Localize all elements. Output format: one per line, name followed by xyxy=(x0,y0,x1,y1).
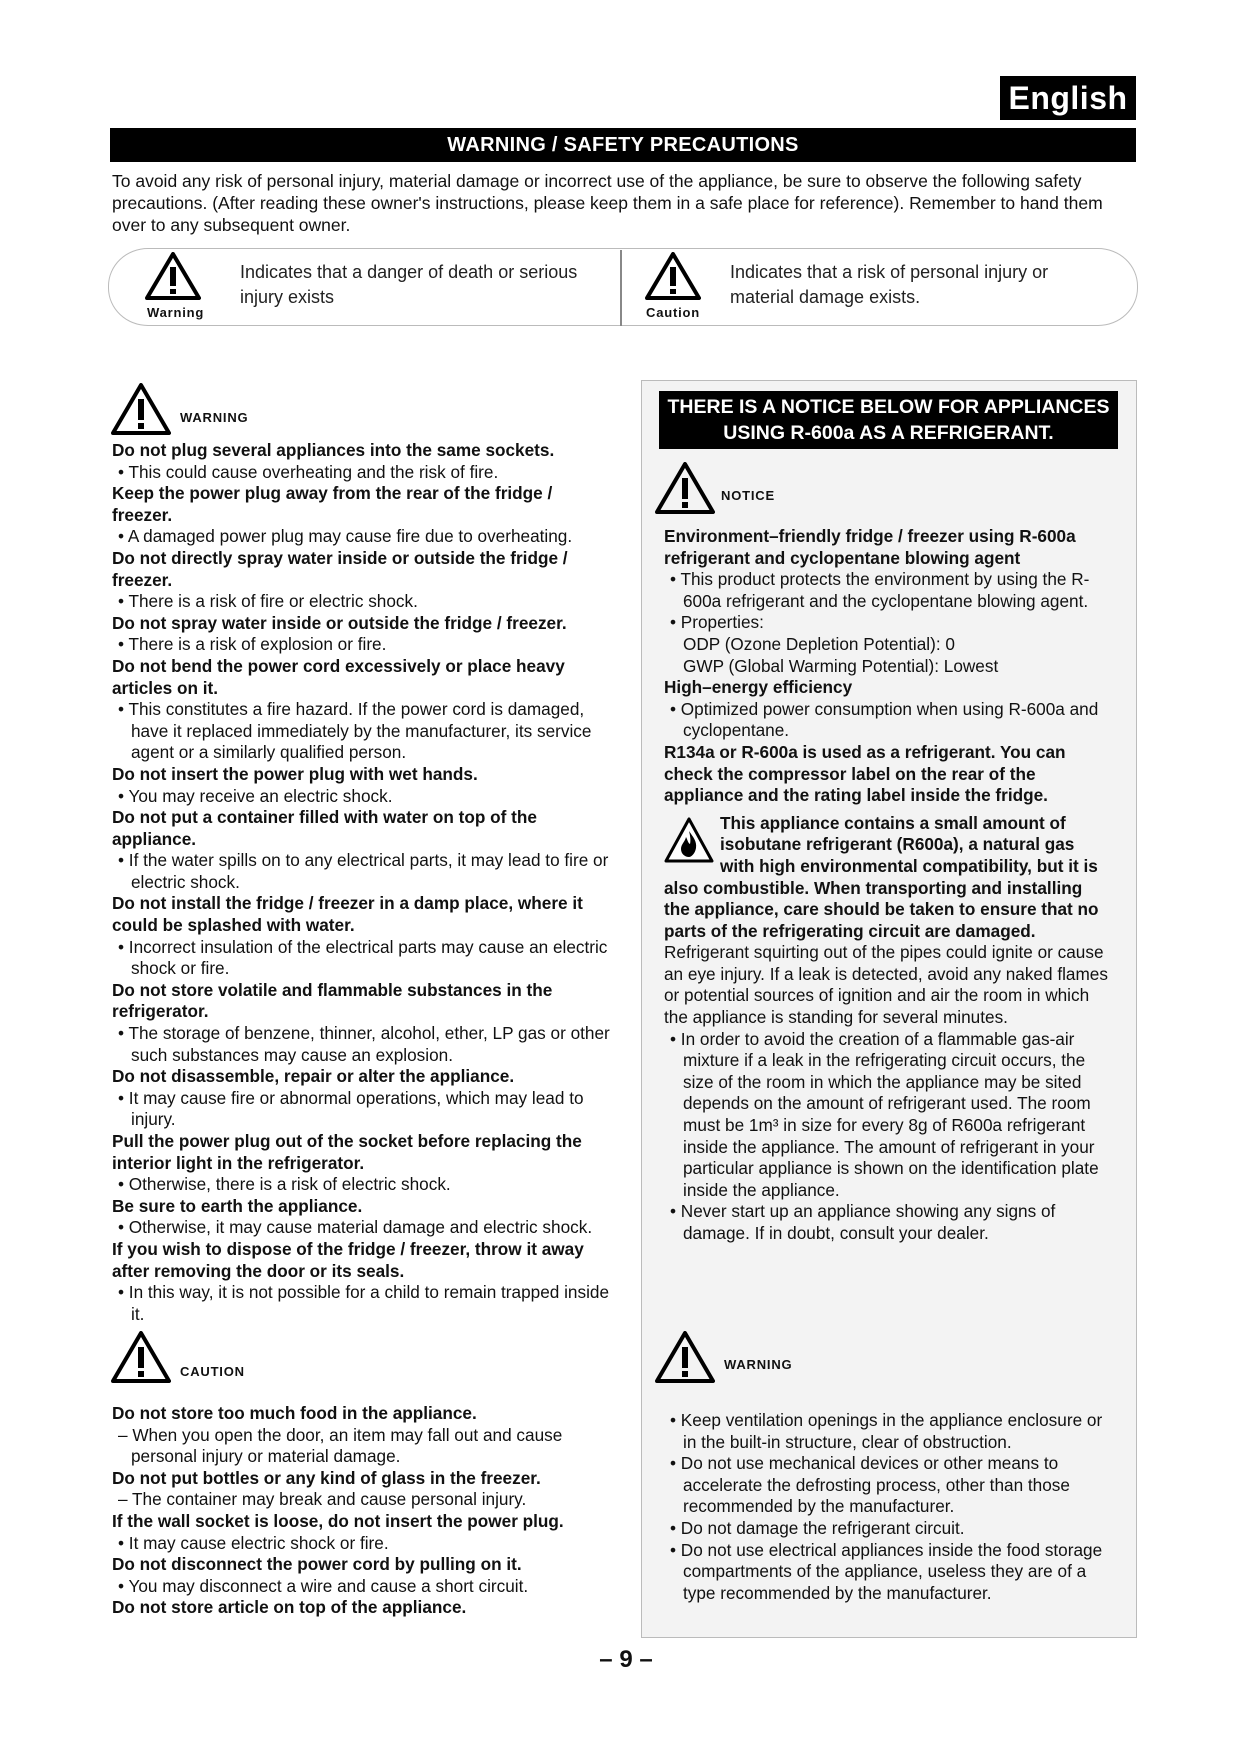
flammable-text: Refrigerant squirting out of the pipes could ignite or cause an eye injury. If a leak is detected, avoid any naked flames or potential sources of ignition and air the room in which the appliance is standing for several minutes. xyxy=(664,942,1108,1028)
legend-caution-label: Caution xyxy=(646,305,700,320)
flammable-block xyxy=(664,813,1112,943)
list-item xyxy=(112,1403,612,1468)
left-caution-list xyxy=(112,1403,612,1619)
list-item xyxy=(112,1511,612,1554)
left-warning-list xyxy=(112,440,612,1325)
list-item xyxy=(112,548,612,613)
list-item xyxy=(112,1196,612,1239)
item-text: • If the water spills on to any electrical parts, it may lead to fire or electric shock. xyxy=(118,850,609,892)
damage-bullet: • Never start up an appliance showing any signs of damage. If in doubt, consult your dealer. xyxy=(670,1201,1056,1243)
efficiency-bullet: • Optimized power consumption when using R-600a and cyclopentane. xyxy=(670,698,1099,741)
list-item xyxy=(112,1131,612,1196)
intro-paragraph: To avoid any risk of personal injury, material damage or incorrect use of the appliance, be sure to observe the following safety precautions. (After reading these owner's instructions, please keep them in a safe place for reference). Remember to hand them over to any subsequent owner. xyxy=(112,171,1103,235)
notice-icon xyxy=(655,462,715,514)
caution-icon xyxy=(111,1331,171,1383)
item-heading: If the wall socket is loose, do not insert the power plug. xyxy=(112,1510,564,1531)
flammable-heading: This appliance contains a small amount of isobutane refrigerant (R600a), a natural gas with high environmental compatibility, but it is also combustible. When transporting and installing the appliance, care should be taken to ensure that no parts of the refrigerating circuit are damaged. xyxy=(664,812,1099,941)
list-item: • Do not damage the refrigerant circuit. xyxy=(670,1517,965,1538)
item-heading: If you wish to dispose of the fridge / freezer, throw it away after removing the door or its seals. xyxy=(112,1238,584,1281)
list-item xyxy=(112,764,612,807)
section-title: WARNING / SAFETY PRECAUTIONS xyxy=(110,128,1136,162)
left-warning-label: WARNING xyxy=(180,410,249,425)
item-heading: Do not spray water inside or outside the fridge / freezer. xyxy=(112,612,567,633)
item-heading: Do not store too much food in the appliance. xyxy=(112,1403,477,1423)
notice-label: NOTICE xyxy=(721,488,775,503)
item-text: • It may cause electric shock or fire. xyxy=(118,1532,389,1553)
legend-caution-text: Indicates that a risk of personal injury or material damage exists. xyxy=(730,262,1049,307)
list-item xyxy=(112,1239,612,1325)
list-item xyxy=(112,893,612,979)
item-heading: Do not disassemble, repair or alter the appliance. xyxy=(112,1066,515,1087)
list-item xyxy=(112,483,612,548)
item-text: • This constitutes a fire hazard. If the power cord is damaged, have it replaced immediately by the manufacturer, its service agent or a similarly qualified person. xyxy=(118,699,592,763)
legend-warning-label: Warning xyxy=(147,305,205,320)
item-text: • You may receive an electric shock. xyxy=(118,785,393,806)
item-text: • The storage of benzene, thinner, alcohol, ether, LP gas or other such substances may cause an explosion. xyxy=(118,1023,610,1065)
item-text: – The container may break and cause personal injury. xyxy=(118,1489,527,1510)
language-badge: English xyxy=(1000,76,1136,120)
list-item xyxy=(112,1066,612,1131)
list-item xyxy=(112,807,612,893)
list-item: • Do not use mechanical devices or other means to accelerate the defrosting process, other than those recommended by the manufacturer. xyxy=(670,1453,1070,1517)
item-text: • This could cause overheating and the risk of fire. xyxy=(118,461,499,482)
item-heading: Do not insert the power plug with wet hands. xyxy=(112,763,478,784)
room-size-bullet: • In order to avoid the creation of a flammable gas-air mixture if a leak in the refrigerating circuit occurs, the size of the room in which the appliance may be sited depends on the amount of refrigerant used. The room must be 1m³ in size for every 8g of R600a refrigerant inside the appliance. The amount of refrigerant in your particular appliance is shown on the identification plate inside the appliance. xyxy=(670,1028,1099,1200)
warning-icon xyxy=(655,1331,715,1383)
item-text: • There is a risk of fire or electric shock. xyxy=(118,591,418,612)
left-caution-label: CAUTION xyxy=(180,1364,245,1379)
caution-triangle-icon xyxy=(645,252,701,300)
item-text: • There is a risk of explosion or fire. xyxy=(118,634,387,655)
item-heading: Keep the power plug away from the rear of the fridge / freezer. xyxy=(112,483,553,525)
item-text: • In this way, it is not possible for a child to remain trapped inside it. xyxy=(118,1282,610,1324)
list-item: • Keep ventilation openings in the appliance enclosure or in the built-in structure, clear of obstruction. xyxy=(670,1410,1103,1452)
item-text: • It may cause fire or abnormal operations, which may lead to injury. xyxy=(118,1087,584,1130)
warning-triangle-icon xyxy=(145,252,201,300)
list-item xyxy=(112,1554,612,1597)
list-item xyxy=(112,656,612,764)
list-item xyxy=(112,1468,612,1511)
item-heading: Do not store volatile and flammable substances in the refrigerator. xyxy=(112,979,553,1022)
refrigerant-note: R134a or R-600a is used as a refrigerant. You can check the compressor label on the rear of the appliance and the rating label inside the fridge. xyxy=(664,741,1066,806)
item-heading: Do not install the fridge / freezer in a damp place, where it could be splashed with water. xyxy=(112,893,583,936)
odp-value: ODP (Ozone Depletion Potential): 0 xyxy=(683,633,955,654)
list-item xyxy=(112,613,612,656)
legend-divider xyxy=(620,250,622,326)
item-heading: Do not store article on top of the appliance. xyxy=(112,1597,467,1618)
notice-banner xyxy=(659,391,1118,449)
item-heading: Do not disconnect the power cord by pulling on it. xyxy=(112,1554,522,1575)
item-heading: Do not bend the power cord excessively or place heavy articles on it. xyxy=(112,655,565,698)
item-heading: Be sure to earth the appliance. xyxy=(112,1195,363,1216)
item-text: • Otherwise, it may cause material damage and electric shock. xyxy=(118,1217,593,1238)
legend-warning-text: Indicates that a danger of death or serious injury exists xyxy=(240,262,578,307)
list-item xyxy=(112,1597,612,1619)
item-heading: Do not directly spray water inside or outside the fridge / freezer. xyxy=(112,547,568,590)
item-text: • You may disconnect a wire and cause a short circuit. xyxy=(118,1575,529,1596)
notice-content xyxy=(664,526,1112,1245)
item-text: • A damaged power plug may cause fire due to overheating. xyxy=(118,526,573,547)
efficiency-heading: High–energy efficiency xyxy=(664,677,853,698)
item-heading: Do not put a container filled with water on top of the appliance. xyxy=(112,807,537,849)
notice-title-line-1: THERE IS A NOTICE BELOW FOR APPLIANCES xyxy=(667,396,1110,418)
list-item xyxy=(112,440,612,483)
right-warning-label: WARNING xyxy=(724,1357,793,1372)
item-text: – When you open the door, an item may fall out and cause personal injury or material damage. xyxy=(118,1424,563,1467)
environment-bullet: • This product protects the environment by using the R-600a refrigerant and the cyclopentane blowing agent. xyxy=(670,569,1090,611)
item-text: • Otherwise, there is a risk of electric shock. xyxy=(118,1174,451,1195)
list-item xyxy=(112,980,612,1066)
item-heading: Do not put bottles or any kind of glass in the freezer. xyxy=(112,1467,541,1488)
notice-title-line-2: USING R-600a AS A REFRIGERANT. xyxy=(723,422,1054,444)
warning-icon xyxy=(111,383,171,435)
properties-bullet: • Properties: xyxy=(670,612,764,633)
item-text: • Incorrect insulation of the electrical parts may cause an electric shock or fire. xyxy=(118,936,608,979)
page-number: – 9 – xyxy=(599,1646,653,1673)
item-heading: Do not plug several appliances into the same sockets. xyxy=(112,440,555,460)
list-item: • Do not use electrical appliances inside the food storage compartments of the appliance, useless they are of a type recommended by the manufacturer. xyxy=(670,1539,1103,1603)
environment-heading: Environment–friendly fridge / freezer using R-600a refrigerant and cyclopentane blowing agent xyxy=(664,526,1076,568)
right-warning-list xyxy=(664,1410,1112,1604)
flammable-warning-icon xyxy=(664,817,714,863)
item-heading: Pull the power plug out of the socket before replacing the interior light in the refrigerator. xyxy=(112,1131,582,1173)
gwp-value: GWP (Global Warming Potential): Lowest xyxy=(683,655,999,676)
